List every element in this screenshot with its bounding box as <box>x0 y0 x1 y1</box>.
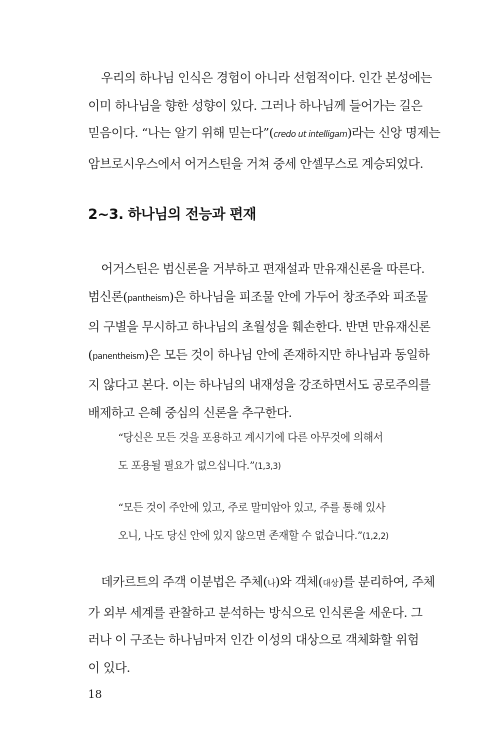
text-line: 지 않다고 본다. 이는 하나님의 내재성을 강조하면서도 공로주의를 <box>88 377 431 392</box>
text-line <box>88 283 428 314</box>
text-run: 믿음이다. “나는 알기 위해 믿는다”( <box>88 125 274 140</box>
text-line <box>88 119 441 150</box>
quote-text: 오니, 나도 당신 안에 있지 않으면 존재할 수 없습니다.” <box>118 530 363 542</box>
citation-ref: (1,3,3) <box>254 462 281 472</box>
text-run: )와 객체( <box>275 574 323 589</box>
text-line: 배제하고 은혜 중심의 신론을 추구한다. <box>88 404 292 420</box>
text-run: 범신론( <box>88 288 128 304</box>
quote-block-1 <box>118 424 418 481</box>
quote-line: “당신은 모든 것을 포용하고 계시기에 다른 아무것에 의해서 <box>118 432 383 444</box>
term-gloss: 나 <box>267 579 276 589</box>
text-line: 가 외부 세계를 관찰하고 분석하는 방식으로 인식론을 세운다. 그 <box>88 604 423 620</box>
text-run: ( <box>88 346 93 362</box>
text-run: )은 모든 것이 하나님 안에 존재하지만 하나님과 동일하 <box>144 346 430 362</box>
text-line: 의 구별을 무시하고 하나님의 초월성을 훼손한다. 반면 만유재신론 <box>88 319 431 334</box>
text-line: 러나 이 구조는 하나님마저 인간 이성의 대상으로 객체화할 위험 <box>88 632 419 647</box>
citation-ref: (1,2,2) <box>362 532 389 542</box>
text-run: )라는 신앙 명제는 <box>347 125 441 140</box>
text-line: 이미 하나님을 향한 성향이 있다. 그러나 하나님께 들어가는 길은 <box>88 97 423 113</box>
paragraph-innate-knowledge <box>88 64 441 177</box>
text-line: 암브로시우스에서 어거스틴을 거쳐 중세 안셀무스로 계승되었다. <box>88 155 424 171</box>
term-gloss: pantheism <box>127 293 170 304</box>
text-line <box>88 341 430 372</box>
paragraph-panentheism <box>88 255 431 426</box>
text-line: 이 있다. <box>88 659 131 675</box>
quote-text: 도 포용될 필요가 없으십니다.” <box>118 460 255 472</box>
text-run: )를 분리하여, 주체 <box>338 574 435 589</box>
term-gloss: 대상 <box>322 579 339 589</box>
text-run: 데카르트의 주객 이분법은 주체( <box>101 574 268 589</box>
quote-line: “모든 것이 주안에 있고, 주로 말미암아 있고, 주를 통해 있사 <box>118 502 386 514</box>
text-line: 우리의 하나님 인식은 경험이 아니라 선험적이다. 인간 본성에는 <box>101 70 432 85</box>
text-run: )은 하나님을 피조물 안에 가두어 창조주와 피조물 <box>169 288 428 304</box>
latin-phrase: credo ut intelligam <box>273 130 348 140</box>
text-line <box>88 568 435 599</box>
term-gloss: panentheism <box>92 351 145 362</box>
page-number: 18 <box>88 688 102 701</box>
quote-block-2 <box>118 494 418 551</box>
paragraph-descartes <box>88 568 435 681</box>
quote-line <box>118 522 418 551</box>
quote-line <box>118 452 418 481</box>
text-line: 어거스틴은 범신론을 거부하고 편재설과 만유재신론을 따른다. <box>101 261 425 276</box>
section-heading: 2~3. 하나님의 전능과 편재 <box>88 207 257 223</box>
